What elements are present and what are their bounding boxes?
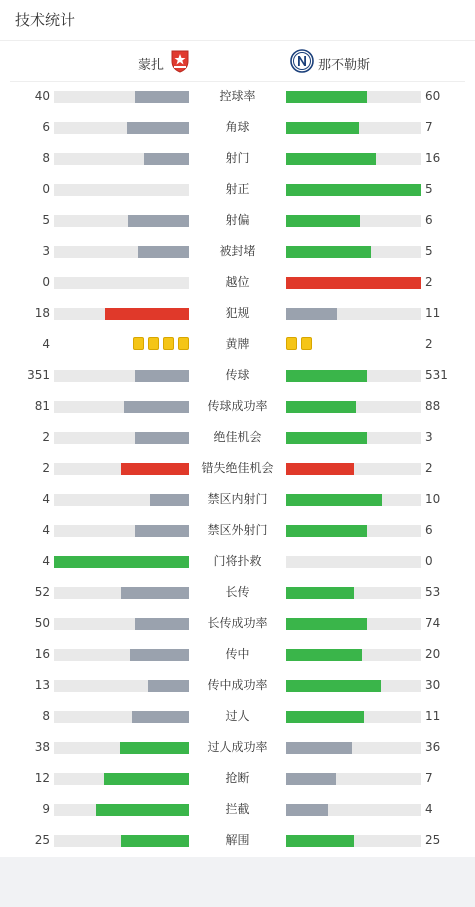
home-stat-bar-track xyxy=(54,680,189,692)
home-stat-bar xyxy=(138,246,189,258)
home-stat-bar xyxy=(135,525,189,537)
away-stat-bar-track xyxy=(286,463,421,475)
stat-label: 抢断 xyxy=(225,771,250,785)
stat-label: 门将扑救 xyxy=(213,554,262,568)
stat-row xyxy=(0,764,475,795)
home-stat-bar-track xyxy=(54,308,189,320)
away-stat-bar-track xyxy=(286,773,421,785)
away-stat-bar-track xyxy=(286,91,421,103)
home-stat-bar-track xyxy=(54,711,189,723)
away-stat-bar xyxy=(286,463,354,475)
home-stat-value: 18 xyxy=(34,306,50,320)
home-stat-bar xyxy=(124,401,189,413)
stat-row xyxy=(0,516,475,547)
home-stat-bar-track xyxy=(54,432,189,444)
home-stat-bar xyxy=(148,680,189,692)
away-stat-bar xyxy=(286,587,354,599)
away-stat-bar xyxy=(286,91,367,103)
home-stat-bar xyxy=(105,308,189,320)
stat-label: 犯规 xyxy=(225,306,250,320)
away-stat-bar xyxy=(286,308,337,320)
stat-row xyxy=(0,547,475,578)
away-stat-bar xyxy=(286,215,360,227)
stat-label: 射门 xyxy=(225,151,250,165)
away-stat-bar-track xyxy=(286,556,421,568)
stat-label: 长传 xyxy=(225,585,250,599)
yellow-card-icon xyxy=(148,337,159,350)
away-stat-bar-track xyxy=(286,246,421,258)
away-stat-value: 5 xyxy=(425,244,433,258)
away-stat-bar xyxy=(286,773,336,785)
away-stat-value: 7 xyxy=(425,120,433,134)
away-stat-bar-track xyxy=(286,711,421,723)
home-stat-bar-track xyxy=(54,525,189,537)
away-team-name: 那不勒斯 xyxy=(318,57,371,73)
away-stat-value: 6 xyxy=(425,213,433,227)
home-stat-value: 12 xyxy=(34,771,50,785)
yellow-card-icon xyxy=(178,337,189,350)
away-stat-bar xyxy=(286,184,421,196)
away-stat-bar xyxy=(286,618,367,630)
stat-label: 越位 xyxy=(225,275,250,289)
away-stat-bar-track xyxy=(286,153,421,165)
yellow-card-icon xyxy=(301,337,312,350)
away-stat-value: 11 xyxy=(425,709,441,723)
home-stat-bar xyxy=(135,370,189,382)
away-stat-value: 30 xyxy=(425,678,441,692)
stat-label: 控球率 xyxy=(219,89,256,103)
away-stat-value: 2 xyxy=(425,337,433,351)
stat-label: 射偏 xyxy=(225,213,250,227)
away-stat-bar-track xyxy=(286,215,421,227)
home-stat-bar xyxy=(135,432,189,444)
home-stat-bar xyxy=(132,711,189,723)
stat-row xyxy=(0,206,475,237)
home-stat-bar-track xyxy=(54,463,189,475)
away-stat-bar xyxy=(286,246,371,258)
home-stat-value: 4 xyxy=(42,492,50,506)
away-stat-bar-track xyxy=(286,587,421,599)
home-stat-value: 5 xyxy=(42,213,50,227)
away-stat-bar-track xyxy=(286,804,421,816)
home-stat-value: 4 xyxy=(42,523,50,537)
home-stat-bar-track xyxy=(54,184,189,196)
monza-crest-icon xyxy=(170,49,190,77)
home-stat-value: 0 xyxy=(42,275,50,289)
home-stat-value: 351 xyxy=(27,368,50,382)
home-stat-bar-track xyxy=(54,401,189,413)
home-stat-bar-track xyxy=(54,246,189,258)
away-stat-value: 2 xyxy=(425,461,433,475)
away-stat-bar xyxy=(286,680,381,692)
stat-row xyxy=(0,144,475,175)
away-stat-value: 16 xyxy=(425,151,441,165)
home-stat-bar-track xyxy=(54,618,189,630)
away-stat-bar xyxy=(286,122,359,134)
home-stat-bar xyxy=(150,494,189,506)
away-stat-bar xyxy=(286,401,356,413)
away-stat-bar-track xyxy=(286,432,421,444)
home-stat-value: 6 xyxy=(42,120,50,134)
home-stat-bar-track xyxy=(54,91,189,103)
home-stat-bar xyxy=(128,215,189,227)
stat-label: 拦截 xyxy=(225,802,250,816)
home-stat-bar xyxy=(104,773,189,785)
away-stat-bar xyxy=(286,649,362,661)
home-stat-bar-track xyxy=(54,215,189,227)
away-stat-bar-track xyxy=(286,525,421,537)
napoli-crest-icon xyxy=(290,49,314,77)
home-yellow-cards xyxy=(133,337,189,350)
home-stat-bar-track xyxy=(54,277,189,289)
away-stat-bar-track xyxy=(286,277,421,289)
stat-label: 传球成功率 xyxy=(207,399,268,413)
stat-row xyxy=(0,82,475,113)
stat-row xyxy=(0,485,475,516)
home-stat-value: 2 xyxy=(42,430,50,444)
home-stat-value: 4 xyxy=(42,554,50,568)
away-stat-bar xyxy=(286,432,367,444)
away-stat-value: 3 xyxy=(425,430,433,444)
home-stat-bar-track xyxy=(54,153,189,165)
stat-row xyxy=(0,795,475,826)
away-stat-bar-track xyxy=(286,742,421,754)
home-stat-value: 9 xyxy=(42,802,50,816)
home-stat-bar-track xyxy=(54,370,189,382)
away-stat-bar-track xyxy=(286,494,421,506)
home-stat-bar xyxy=(135,618,189,630)
home-stat-value: 8 xyxy=(42,709,50,723)
away-stat-value: 20 xyxy=(425,647,441,661)
stat-label: 错失绝佳机会 xyxy=(201,461,274,475)
home-team[interactable] xyxy=(138,49,190,77)
away-stat-bar-track xyxy=(286,649,421,661)
away-stat-bar xyxy=(286,742,352,754)
away-stat-value: 10 xyxy=(425,492,441,506)
stat-row xyxy=(0,578,475,609)
stat-row xyxy=(0,268,475,299)
home-stat-bar-track xyxy=(54,649,189,661)
page-title: 技术统计 xyxy=(15,11,76,29)
home-stat-bar-track xyxy=(54,835,189,847)
home-stat-bar xyxy=(135,91,189,103)
away-stat-bar-track xyxy=(286,122,421,134)
stat-row xyxy=(0,609,475,640)
home-stat-bar xyxy=(54,556,189,568)
stat-row xyxy=(0,423,475,454)
stat-row xyxy=(0,113,475,144)
away-stat-value: 5 xyxy=(425,182,433,196)
stat-row xyxy=(0,671,475,702)
stat-label: 黄牌 xyxy=(225,337,250,351)
stat-label: 传中成功率 xyxy=(207,678,268,692)
home-stat-bar-track xyxy=(54,804,189,816)
home-stat-bar xyxy=(121,463,189,475)
home-stat-bar-track xyxy=(54,773,189,785)
away-stat-bar xyxy=(286,494,382,506)
home-stat-value: 40 xyxy=(34,89,50,103)
stat-row xyxy=(0,454,475,485)
away-stat-bar xyxy=(286,525,367,537)
stats-list xyxy=(0,82,475,857)
stat-label: 长传成功率 xyxy=(207,616,268,630)
stat-label: 射正 xyxy=(225,182,250,196)
home-stat-value: 81 xyxy=(34,399,50,413)
stat-row xyxy=(0,299,475,330)
away-yellow-cards xyxy=(286,337,312,350)
away-stat-value: 2 xyxy=(425,275,433,289)
stat-row xyxy=(0,330,475,361)
stat-row xyxy=(0,237,475,268)
away-stat-bar-track xyxy=(286,618,421,630)
away-stat-bar-track xyxy=(286,184,421,196)
home-stat-value: 16 xyxy=(34,647,50,661)
stat-row xyxy=(0,175,475,206)
away-stat-value: 36 xyxy=(425,740,441,754)
home-team-name: 蒙扎 xyxy=(137,57,164,73)
home-stat-bar-track xyxy=(54,742,189,754)
away-stat-bar-track xyxy=(286,835,421,847)
home-stat-value: 13 xyxy=(34,678,50,692)
away-stat-value: 531 xyxy=(425,368,448,382)
away-stat-value: 25 xyxy=(425,833,441,847)
home-stat-bar-track xyxy=(54,556,189,568)
stat-row xyxy=(0,361,475,392)
away-stat-bar xyxy=(286,153,376,165)
home-stat-bar-track xyxy=(54,122,189,134)
away-stat-bar-track xyxy=(286,401,421,413)
away-stat-bar xyxy=(286,711,364,723)
away-stat-value: 0 xyxy=(425,554,433,568)
away-stat-bar xyxy=(286,277,421,289)
home-stat-bar xyxy=(144,153,189,165)
home-stat-value: 38 xyxy=(34,740,50,754)
yellow-card-icon xyxy=(163,337,174,350)
away-stat-value: 74 xyxy=(425,616,441,630)
home-stat-bar xyxy=(121,835,189,847)
stat-row xyxy=(0,392,475,423)
away-team[interactable] xyxy=(290,49,370,77)
away-stat-bar xyxy=(286,804,328,816)
home-stat-value: 25 xyxy=(34,833,50,847)
stat-label: 禁区外射门 xyxy=(207,523,268,537)
yellow-card-icon xyxy=(133,337,144,350)
away-stat-value: 53 xyxy=(425,585,441,599)
home-stat-bar-track xyxy=(54,494,189,506)
home-stat-bar xyxy=(120,742,189,754)
home-stat-value: 52 xyxy=(34,585,50,599)
home-stat-value: 2 xyxy=(42,461,50,475)
stat-label: 角球 xyxy=(225,120,250,134)
away-stat-value: 88 xyxy=(425,399,441,413)
stat-label: 禁区内射门 xyxy=(207,492,268,506)
away-stat-value: 4 xyxy=(425,802,433,816)
away-stat-bar-track xyxy=(286,680,421,692)
stat-row xyxy=(0,702,475,733)
teams-header xyxy=(0,41,475,81)
home-stat-bar xyxy=(127,122,189,134)
yellow-card-icon xyxy=(286,337,297,350)
away-stat-bar xyxy=(286,370,367,382)
home-stat-bar xyxy=(130,649,189,661)
home-stat-value: 50 xyxy=(34,616,50,630)
home-stat-value: 8 xyxy=(42,151,50,165)
home-stat-bar xyxy=(96,804,189,816)
stat-row xyxy=(0,733,475,764)
home-stat-value: 0 xyxy=(42,182,50,196)
stat-row xyxy=(0,826,475,857)
stat-label: 传中 xyxy=(225,647,250,661)
away-stat-value: 7 xyxy=(425,771,433,785)
stat-row xyxy=(0,640,475,671)
away-stat-bar-track xyxy=(286,370,421,382)
away-stat-value: 60 xyxy=(425,89,441,103)
stat-label: 过人 xyxy=(225,709,250,723)
home-stat-value: 3 xyxy=(42,244,50,258)
away-stat-value: 11 xyxy=(425,306,441,320)
stat-label: 绝佳机会 xyxy=(213,430,262,444)
away-stat-bar-track xyxy=(286,308,421,320)
home-stat-value: 4 xyxy=(42,337,50,351)
stat-label: 被封堵 xyxy=(219,244,256,258)
stat-label: 过人成功率 xyxy=(207,740,268,754)
away-stat-bar xyxy=(286,835,354,847)
home-stat-bar-track xyxy=(54,587,189,599)
stat-label: 传球 xyxy=(225,368,250,382)
stat-label: 解围 xyxy=(225,833,250,847)
home-stat-bar xyxy=(121,587,189,599)
away-stat-value: 6 xyxy=(425,523,433,537)
